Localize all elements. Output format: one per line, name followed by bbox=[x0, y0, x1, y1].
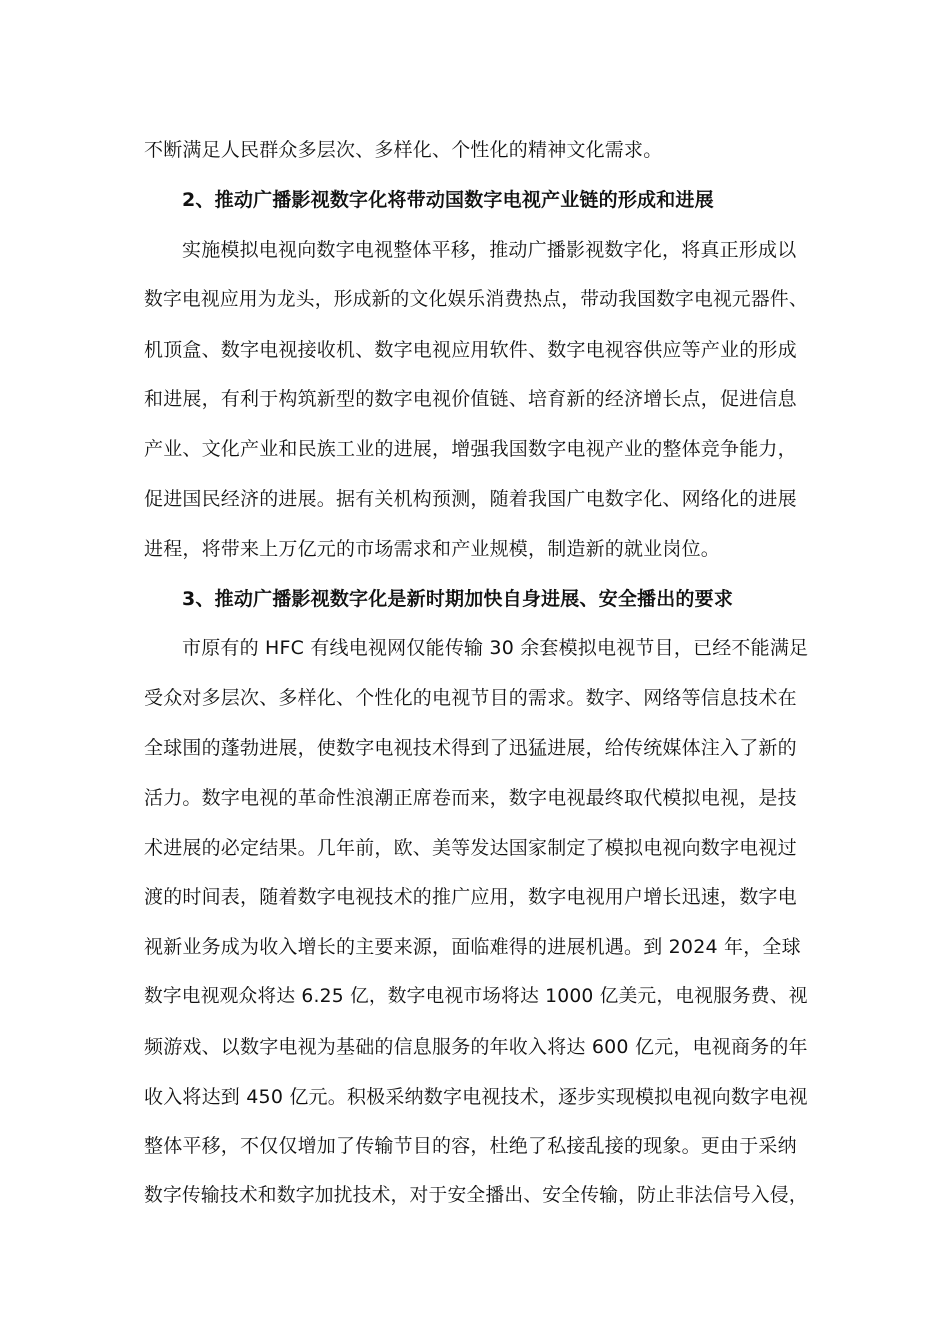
paragraph-line: 机顶盒、数字电视接收机、数字电视应用软件、数字电视容供应等产业的形成 bbox=[144, 339, 797, 361]
section-heading-3: 3、推动广播影视数字化是新时期加快自身进展、安全播出的要求 bbox=[182, 588, 734, 610]
paragraph-line: 数字传输技术和数字加扰技术，对于安全播出、安全传输，防止非法信号入侵， bbox=[144, 1185, 808, 1206]
paragraph-line: 不断满足人民群众多层次、多样化、个性化的精神文化需求。 bbox=[144, 139, 663, 161]
paragraph-line: 全球围的蓬勃进展，使数字电视技术得到了迅猛进展，给传统媒体注入了新的 bbox=[144, 737, 797, 759]
paragraph-line: 收入将达到 450 亿元。积极采纳数字电视技术，逐步实现模拟电视向数字电视 bbox=[144, 1086, 808, 1108]
paragraph-line: 数字电视观众将达 6.25 亿，数字电视市场将达 1000 亿美元，电视服务费、视 bbox=[144, 986, 808, 1007]
paragraph-line: 实施模拟电视向数字电视整体平移，推动广播影视数字化，将真正形成以 bbox=[182, 239, 797, 261]
paragraph-line: 数字电视应用为龙头，形成新的文化娱乐消费热点，带动我国数字电视元器件、 bbox=[144, 289, 808, 310]
paragraph-line: 促进国民经济的进展。据有关机构预测，随着我国广电数字化、网络化的进展 bbox=[144, 488, 797, 510]
paragraph-line: 市原有的 HFC 有线电视网仅能传输 30 余套模拟电视节目，已经不能满足 bbox=[182, 637, 809, 659]
paragraph-line: 整体平移，不仅仅增加了传输节目的容，杜绝了私接乱接的现象。更由于采纳 bbox=[144, 1135, 797, 1157]
paragraph-line: 视新业务成为收入增长的主要来源，面临难得的进展机遇。到 2024 年，全球 bbox=[144, 936, 801, 958]
paragraph-line: 渡的时间表，随着数字电视技术的推广应用，数字电视用户增长迅速，数字电 bbox=[144, 886, 797, 908]
paragraph-line: 进程，将带来上万亿元的市场需求和产业规模，制造新的就业岗位。 bbox=[144, 538, 721, 560]
paragraph-line: 活力。数字电视的革命性浪潮正席卷而来，数字电视最终取代模拟电视，是技 bbox=[144, 787, 797, 809]
section-heading-2: 2、推动广播影视数字化将带动国数字电视产业链的形成和进展 bbox=[182, 189, 714, 211]
paragraph-line: 频游戏、以数字电视为基础的信息服务的年收入将达 600 亿元，电视商务的年 bbox=[144, 1036, 808, 1058]
paragraph-line: 产业、文化产业和民族工业的进展，增强我国数字电视产业的整体竞争能力， bbox=[144, 438, 797, 460]
paragraph-line: 术进展的必定结果。几年前，欧、美等发达国家制定了模拟电视向数字电视过 bbox=[144, 837, 797, 859]
paragraph-line: 和进展，有利于构筑新型的数字电视价值链、培育新的经济增长点，促进信息 bbox=[144, 388, 797, 410]
paragraph-line: 受众对多层次、多样化、个性化的电视节目的需求。数字、网络等信息技术在 bbox=[144, 687, 797, 709]
